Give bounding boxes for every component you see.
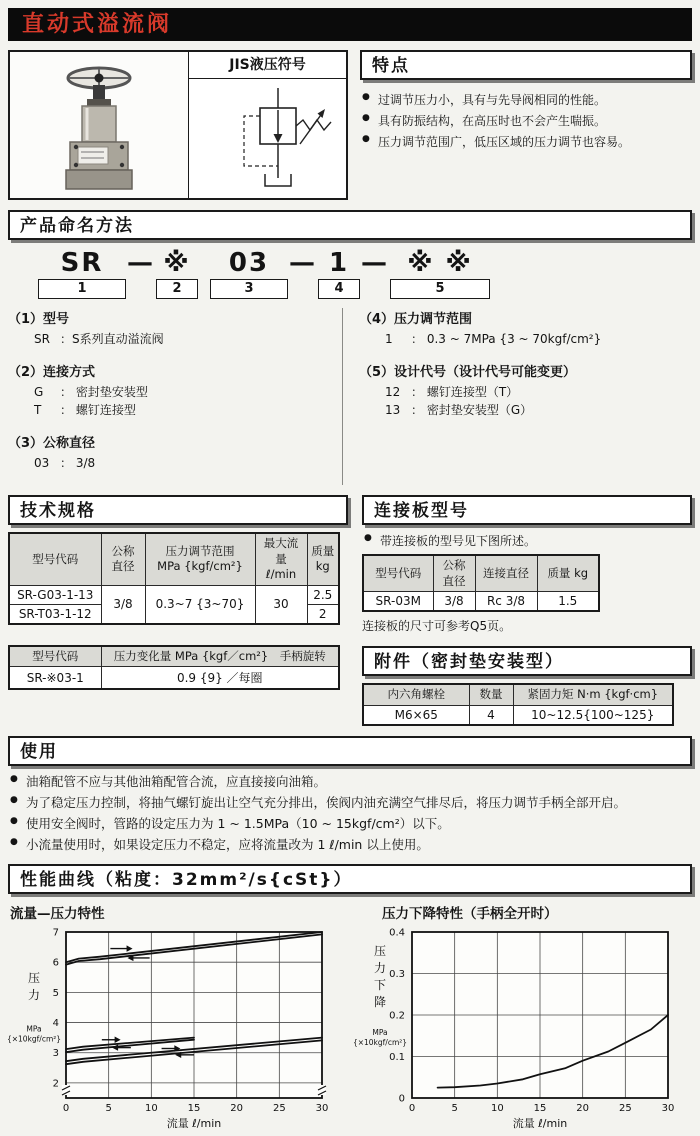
- table-header-cell: 型号代码: [363, 555, 433, 592]
- svg-text:25: 25: [618, 1103, 632, 1115]
- code-dash: —: [361, 248, 389, 278]
- bullet-item: ● 使用安全阀时，管路的设定压力为 1 ~ 1.5MPa（10 ~ 15kgf/cm²）以下。: [10, 815, 692, 833]
- table-cell: SR-G03-1-13: [9, 585, 101, 604]
- table-header-cell: 型号代码: [9, 646, 101, 667]
- naming-right-column: [342, 308, 692, 485]
- table-row: [9, 585, 339, 604]
- svg-text:降: 降: [373, 995, 387, 1010]
- table-cell: Rc 3/8: [475, 592, 537, 612]
- plate-note-list: [364, 531, 692, 552]
- right-chart-title: 压力下降特性（手柄全开时）: [382, 906, 558, 923]
- features-list: [362, 90, 692, 153]
- relief-valve-symbol-icon: [193, 82, 343, 196]
- naming-title: 产品命名方法: [8, 210, 692, 240]
- svg-text:10: 10: [490, 1103, 504, 1115]
- code-box-4: 4: [318, 279, 360, 299]
- svg-text:0.1: 0.1: [389, 1052, 405, 1064]
- svg-text:5: 5: [451, 1103, 458, 1115]
- table-header-cell: 最大流量 ℓ/min: [255, 533, 307, 585]
- svg-text:0: 0: [398, 1093, 405, 1105]
- table-cell: 2: [307, 604, 339, 624]
- flow-pressure-chart: [8, 924, 338, 1132]
- naming-item-4: （4）压力调节范围 1 ： 0.3 ~ 7MPa {3 ~ 70kgf/cm²}: [359, 312, 602, 346]
- table-cell: 3/8: [101, 585, 145, 624]
- code-part-star: ※: [163, 248, 191, 278]
- bullet-item: ● 油箱配管不应与其他油箱配管合流，应直接接向油箱。: [10, 773, 692, 791]
- product-figure-box: [8, 50, 348, 200]
- svg-text:6: 6: [52, 957, 59, 969]
- plate-title: 连接板型号: [362, 495, 692, 525]
- table-cell: 30: [255, 585, 307, 624]
- svg-text:2: 2: [52, 1078, 59, 1090]
- curves-title: 性能曲线（粘度：32mm²/s{cSt}）: [8, 864, 692, 894]
- svg-text:压: 压: [27, 970, 41, 985]
- svg-text:0: 0: [408, 1103, 416, 1115]
- table-header-cell: 连接直径: [475, 555, 537, 592]
- table-header-cell: 质量 kg: [537, 555, 599, 592]
- page-title: 直动式溢流阀: [22, 12, 173, 37]
- svg-text:0.3: 0.3: [389, 969, 405, 981]
- table-cell: 4: [469, 705, 513, 725]
- svg-text:25: 25: [272, 1103, 286, 1115]
- svg-text:流量 ℓ/min: 流量 ℓ/min: [512, 1117, 568, 1131]
- naming-item-3: （3）公称直径 03 ： 3/8: [8, 436, 96, 470]
- svg-text:10: 10: [144, 1103, 158, 1115]
- svg-text:0.2: 0.2: [389, 1010, 405, 1022]
- svg-text:压: 压: [373, 944, 387, 959]
- product-photo: [10, 52, 189, 198]
- table-header-cell: 内六角螺栓: [363, 684, 469, 705]
- table-row: [363, 705, 673, 725]
- table-header-cell: 压力变化量 MPa {kgf／cm²} 手柄旋转: [101, 646, 339, 667]
- table-cell: SR-03M: [363, 592, 433, 612]
- table-cell: SR-※03-1: [9, 667, 101, 690]
- table-header-cell: 公称 直径: [433, 555, 475, 592]
- page-title-bar: [8, 8, 692, 41]
- bullet-item: ● 为了稳定压力控制，将抽气螺钉旋出让空气充分排出，俟阀内油充满空气排尽后，将压力调节手柄全部开启。: [10, 794, 692, 812]
- svg-text:力: 力: [27, 987, 41, 1002]
- jis-hydraulic-symbol: [189, 79, 346, 198]
- specs-row: [8, 495, 692, 726]
- specs-table: [8, 532, 340, 625]
- svg-text:流量 ℓ/min: 流量 ℓ/min: [166, 1117, 222, 1131]
- svg-text:0.4: 0.4: [389, 927, 405, 939]
- usage-section: [8, 736, 692, 855]
- bullet-item: ● 带连接板的型号见下图所述。: [364, 531, 692, 552]
- naming-item-1: （1）型号 SR ：S系列直动溢流阀: [8, 312, 164, 346]
- table-cell: 1.5: [537, 592, 599, 612]
- table-cell: M6×65: [363, 705, 469, 725]
- code-box-3: 3: [210, 279, 288, 299]
- flow-pressure-chart-block: [8, 900, 348, 1136]
- svg-text:MPa: MPa: [26, 1024, 42, 1034]
- top-row: [8, 50, 692, 200]
- code-box-2: 2: [156, 279, 198, 299]
- table-header-cell: 数量: [469, 684, 513, 705]
- naming-item-5: （5）设计代号（设计代号可能变更） 12 ： 螺钉连接型（T） 13 ： 密封垫安装型（G）: [359, 365, 577, 417]
- bullet-item: ● 具有防振结构，在高压时也不会产生喘振。: [362, 111, 692, 132]
- svg-text:3: 3: [52, 1048, 59, 1060]
- svg-text:7: 7: [52, 927, 59, 939]
- table-row: [363, 592, 599, 612]
- table-cell: 3/8: [433, 592, 475, 612]
- jis-symbol-cell: [189, 52, 346, 198]
- model-code-diagram: [38, 248, 508, 300]
- table-header-cell: 压力调节范围 MPa {kgf/cm²}: [145, 533, 255, 585]
- pressure-change-table: [8, 645, 340, 691]
- bullet-item: ● 压力调节范围广，低压区域的压力调节也容易。: [362, 132, 692, 153]
- svg-text:5: 5: [105, 1103, 112, 1115]
- specs-column: [8, 495, 348, 726]
- left-chart-title: 流量—压力特性: [10, 906, 105, 923]
- table-cell: 10~12.5{100~125}: [513, 705, 673, 725]
- valve-photo-illustration: [19, 55, 179, 195]
- accessories-title: 附件（密封垫安装型）: [362, 646, 692, 676]
- table-cell: 0.3~7 {3~70}: [145, 585, 255, 624]
- table-cell: SR-T03-1-12: [9, 604, 101, 624]
- usage-list: [10, 773, 692, 855]
- svg-text:{×10kgf/cm²}: {×10kgf/cm²}: [354, 1037, 408, 1047]
- bullet-item: ● 小流量使用时，如果设定压力不稳定，应将流量改为 1 ℓ/min 以上使用。: [10, 836, 692, 854]
- table-header-cell: 型号代码: [9, 533, 101, 585]
- svg-text:30: 30: [661, 1103, 675, 1115]
- svg-text:15: 15: [187, 1103, 201, 1115]
- svg-text:{×10kgf/cm²}: {×10kgf/cm²}: [8, 1034, 62, 1044]
- svg-text:下: 下: [373, 978, 387, 993]
- jis-symbol-label: JIS液压符号: [189, 52, 346, 79]
- pressure-drop-chart-block: [354, 900, 694, 1136]
- table-header-cell: 紧固力矩 N·m {kgf·cm}: [513, 684, 673, 705]
- svg-text:MPa: MPa: [372, 1027, 388, 1037]
- plate-table: [362, 554, 600, 612]
- specs-title: 技术规格: [8, 495, 348, 525]
- svg-text:0: 0: [62, 1103, 70, 1115]
- svg-text:5: 5: [52, 987, 59, 999]
- svg-text:20: 20: [576, 1103, 590, 1115]
- code-box-1: 1: [38, 279, 126, 299]
- naming-section: [8, 210, 692, 485]
- code-part-sr: SR: [60, 248, 104, 278]
- pressure-drop-chart: [354, 924, 684, 1132]
- svg-text:力: 力: [373, 961, 387, 976]
- table-cell: 0.9 {9} ／每圈: [101, 667, 339, 690]
- code-box-5: 5: [390, 279, 490, 299]
- table-header-cell: 质量 kg: [307, 533, 339, 585]
- curves-section: [8, 864, 692, 1136]
- table-cell: 2.5: [307, 585, 339, 604]
- table-header-cell: 公称 直径: [101, 533, 145, 585]
- svg-text:15: 15: [533, 1103, 547, 1115]
- naming-item-2: （2）连接方式 G ： 密封垫安装型 T ： 螺钉连接型: [8, 365, 148, 417]
- accessories-table: [362, 683, 674, 726]
- code-part-1: 1: [328, 248, 350, 278]
- svg-text:4: 4: [52, 1018, 59, 1030]
- code-part-starstar: ※ ※: [407, 248, 473, 278]
- features-title: 特点: [360, 50, 692, 80]
- usage-title: 使用: [8, 736, 692, 766]
- svg-text:30: 30: [315, 1103, 329, 1115]
- plate-column: [362, 495, 692, 726]
- features-section: [360, 50, 692, 200]
- naming-left-column: [8, 308, 342, 485]
- code-part-03: 03: [228, 248, 270, 278]
- code-dash: —: [289, 248, 317, 278]
- bullet-item: ● 过调节压力小，具有与先导阀相同的性能。: [362, 90, 692, 111]
- svg-text:20: 20: [230, 1103, 244, 1115]
- code-dash: —: [127, 248, 155, 278]
- table-row: [9, 667, 339, 690]
- plate-bottom-note: 连接板的尺寸可参考Q5页。: [362, 619, 512, 634]
